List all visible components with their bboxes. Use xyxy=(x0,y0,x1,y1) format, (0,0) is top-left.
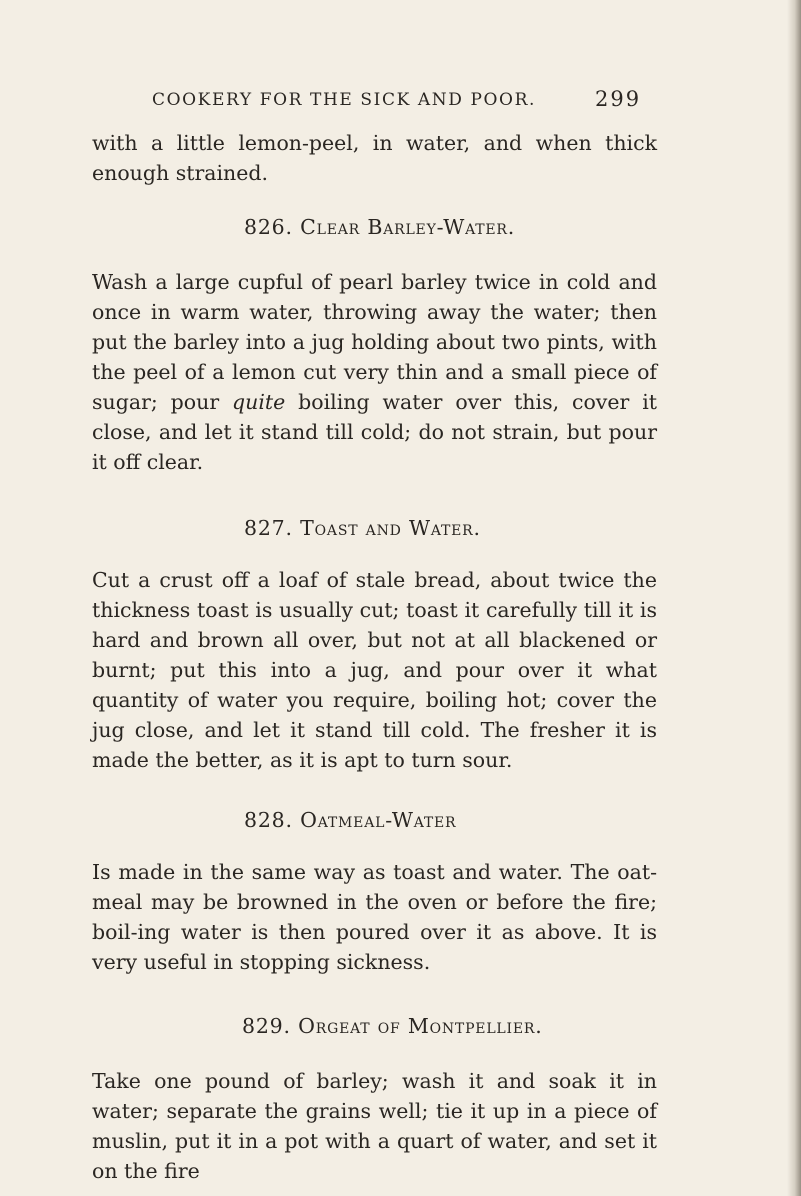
recipe-text-827: Cut a crust off a loaf of stale bread, about twice the thickness toast is usually cut; toast it carefully till it is hard and brown all over, but not at all blackened or burnt; put this into a jug, and pour over it what quantity of water you require, boiling hot; cover the jug close, and let it stand till cold. The fresher it is made the better, as it is apt to turn sour. xyxy=(92,568,657,772)
recipe-text-828: Is made in the same way as toast and water. The oat-meal may be browned in the oven or before the fire; boil-ing water is then poured over it as above. It is very useful in stopping sickness. xyxy=(92,860,657,974)
continuation-paragraph: with a little lemon-peel, in water, and when thick enough strained. xyxy=(92,131,657,185)
page-number: 299 xyxy=(595,87,642,111)
recipe-heading-826: 826. Clear Barley-Water. xyxy=(244,215,516,239)
recipe-text-826-part1: Wash a large cupful of pearl barley twice in cold and once in warm water, throwing away the water; then put the barley into a jug holding about two pints, with the peel of a lemon cut very thin and a small piece of sugar; pour xyxy=(92,270,657,414)
recipe-text-826-emphasis: quite xyxy=(232,390,286,414)
recipe-text-826 xyxy=(92,267,657,477)
page-edge-shadow xyxy=(787,0,801,1196)
running-head-title: COOKERY FOR THE SICK AND POOR. xyxy=(152,90,536,110)
recipe-heading-829: 829. Orgeat of Montpellier. xyxy=(242,1014,543,1038)
recipe-heading-827: 827. Toast and Water. xyxy=(244,516,481,540)
running-head xyxy=(0,87,801,120)
recipe-text-826-part2: boiling water over this, cover it close, and let it stand till cold; do not strain, but pour it off clear. xyxy=(92,390,657,474)
recipe-text-829: Take one pound of barley; wash it and soak it in water; separate the grains well; tie it up in a piece of muslin, put it in a pot with a quart of water, and set it on the fire xyxy=(92,1069,657,1183)
page-body xyxy=(92,128,657,1186)
recipe-heading-828: 828. Oatmeal-Water xyxy=(244,808,457,832)
